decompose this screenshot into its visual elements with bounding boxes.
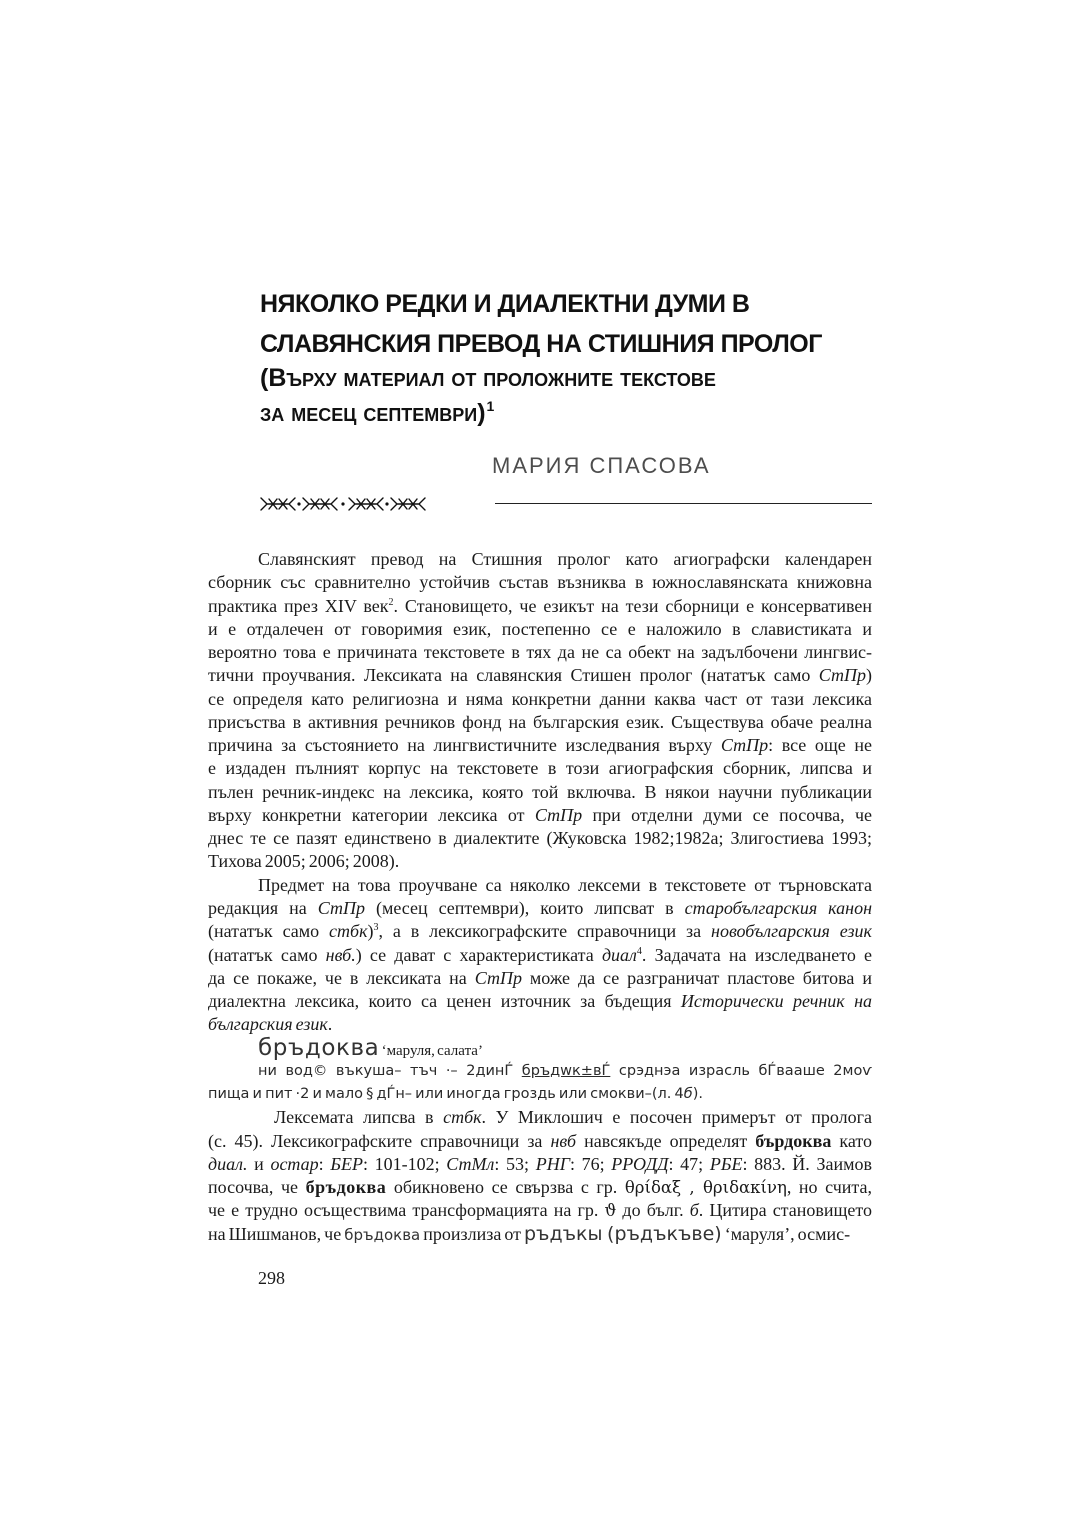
text-line (208, 990, 872, 1013)
slavonic-term: бръдоква (305, 1177, 387, 1198)
text-run: пълен речник-индекс на лексика, която той включва. В някои научни публикации (208, 781, 872, 802)
italic-run: СтПр (720, 735, 769, 756)
text-run: диалектна лексика, които са ценен източник за бъдещия (208, 991, 681, 1012)
headword-entry (208, 1034, 872, 1061)
text-line (208, 1106, 872, 1129)
text-run: . Цитира становището (698, 1200, 873, 1221)
text-run: се определя като религиозна и няма конкретни данни каква част от тази лексика (208, 688, 872, 709)
italic-run: б (683, 1086, 693, 1103)
italic-run: остар (270, 1153, 319, 1174)
text-run: ) (367, 921, 374, 942)
text-run: и (247, 1153, 271, 1174)
text-line (208, 897, 872, 920)
text-run: ). (692, 1086, 703, 1103)
text-line (208, 920, 872, 943)
greek-word: θρίδαξ , θριδακίνη (624, 1178, 787, 1198)
author-rule (495, 503, 872, 504)
text-line (208, 641, 872, 664)
italic-run: стбк (329, 921, 368, 942)
text-run: . Становището, че езикът на тези сборници е консервативен (393, 595, 872, 616)
paragraph-subject (208, 874, 872, 1037)
text-run: : 47; (668, 1153, 710, 1174)
italic-run: СтПр (818, 665, 866, 686)
subtitle-text: за месец септември) (260, 399, 486, 427)
text-line (208, 1034, 872, 1061)
italic-run: БЕР (330, 1153, 363, 1174)
text-run: редакция на (208, 897, 318, 918)
text-run: (нататък само (208, 921, 330, 942)
gloss: ‘маруля, салата’ (379, 1042, 483, 1059)
text-run: : 76; (569, 1153, 612, 1174)
text-line (208, 595, 872, 618)
text-run: (с. 45). Лексикографските справочници за (208, 1130, 551, 1151)
text-run: , а в лексикографските справочници за (378, 921, 712, 942)
text-run: при отделни думи се посочва, че (582, 804, 872, 825)
text-line (208, 874, 872, 897)
text-run: присъства в активния речников фонд на българския език. Съществува обаче реална (208, 711, 872, 732)
italic-run: диал (601, 944, 637, 965)
text-run: (нататък само (208, 944, 326, 965)
paragraph-etymology (208, 1106, 872, 1246)
text-run: сборник със сравнително устойчив състав възниква в южнославянската книжовна (208, 572, 872, 593)
text-run: е издаден пълният корпус на текстовете в този агиографския сборник, липсва и (208, 758, 872, 779)
text-line (208, 734, 872, 757)
text-run: като (831, 1130, 872, 1151)
text-line (208, 1153, 872, 1176)
title-line-2: СЛАВЯНСКИЯ ПРЕВОД НА СТИШНИЯ ПРОЛОГ (260, 330, 822, 358)
italic-run: РНГ (535, 1153, 570, 1174)
text-run: че е трудно осъществима трансформацията на гр. (208, 1200, 605, 1221)
text-run: . Задачата на изследването е (641, 944, 873, 965)
text-line (208, 967, 872, 990)
text-line (208, 1130, 872, 1153)
text-run: до бълг. (616, 1200, 690, 1221)
text-run: Предмет на това проучване са няколко лексеми в текстовете от търновската (258, 874, 872, 895)
text-line (208, 1013, 872, 1036)
text-run: и е отдалечен от говоримия език, постепенно се е наложило в славистиката и (208, 618, 872, 639)
page-number: 298 (258, 1268, 285, 1288)
text-run: , но счита, (786, 1177, 873, 1198)
text-run: вероятно това е причината текстовете в тях да не са обект на задълбочени лингвис- (208, 642, 872, 663)
italic-run: нвб. (325, 944, 356, 965)
text-line (208, 571, 872, 594)
ornament-motif (349, 498, 383, 510)
greek-word: ϑ (604, 1201, 617, 1221)
footnote-reference: 2 (388, 596, 394, 608)
text-run: : 101-102; (362, 1153, 447, 1174)
italic-run: СтМл (446, 1153, 495, 1174)
paragraph-intro (208, 548, 872, 874)
decorative-ornament (260, 493, 426, 515)
text-run: обикновено се свързва с гр. (386, 1177, 625, 1198)
text-run: : (318, 1153, 331, 1174)
italic-run: нвб (550, 1130, 577, 1151)
text-line (208, 827, 872, 850)
italic-run: РРОДД (611, 1153, 669, 1174)
italic-run: СтПр (317, 897, 366, 918)
text-run: днес те се пазят единствено в диалектите (Жуковска 1982;1982а; Злигостиева 1993; (208, 828, 872, 849)
text-line (208, 1083, 872, 1106)
text-run: ‘маруля’, осмис- (721, 1223, 851, 1244)
text-run: посочва, че (208, 1177, 306, 1198)
italic-run: б (689, 1200, 699, 1221)
headword: бръдоква (258, 1034, 380, 1061)
text-run: ) (866, 665, 872, 686)
text-line (208, 1199, 872, 1222)
subtitle-line-2 (260, 398, 495, 427)
italic-run: СтПр (534, 804, 583, 825)
subtitle-line-1: (Върху материал от проложните текстове (260, 364, 716, 392)
text-run: Лексемата липсва в (274, 1107, 444, 1128)
text-line (208, 1176, 872, 1199)
italic-run: българския език (208, 1014, 328, 1035)
ornament-dot (341, 502, 344, 505)
text-run: практика през XIV век (208, 595, 389, 616)
text-run: ни вод© въкуша– тъч ·– 2динЃ (258, 1062, 522, 1079)
text-line (208, 850, 872, 873)
text-run: : все още не (768, 735, 872, 756)
article-body (208, 548, 872, 1246)
bold-term: бърдоква (755, 1130, 832, 1151)
italic-run: диал. (208, 1153, 248, 1174)
text-line (208, 944, 872, 967)
ornament-dot (385, 502, 388, 505)
text-run: може да се разграничат пластове битова и (521, 967, 872, 988)
slavonic-term: бръдоква (344, 1225, 421, 1244)
italic-run: старобългарския канон (684, 897, 873, 918)
text-line (208, 548, 872, 571)
text-line (208, 804, 872, 827)
text-line (208, 781, 872, 804)
text-run: : 883. Й. Заимов (742, 1153, 872, 1174)
text-run: произлиза от (420, 1223, 524, 1244)
text-line (208, 688, 872, 711)
ornament-motif (261, 498, 295, 510)
italic-run: РБЕ (709, 1153, 743, 1174)
text-run: на Шишманов, че (208, 1223, 345, 1244)
italic-run: новобългарския език (711, 921, 872, 942)
text-run: ) се дават с характеристиката (355, 944, 602, 965)
text-line (208, 1060, 872, 1083)
title-line-1: НЯКОЛКО РЕДКИ И ДИАЛЕКТНИ ДУМИ В (260, 290, 750, 318)
author-name: МАРИЯ СПАСОВА (492, 453, 711, 478)
text-line (208, 618, 872, 641)
text-run: : 53; (494, 1153, 536, 1174)
text-run: . У Миклошич е посочен примерът от пролога (481, 1107, 872, 1128)
underlined-word: бръдwк±вЃ (521, 1062, 611, 1079)
text-run: . (327, 1014, 333, 1035)
text-run: (месец септември), които липсват в (365, 897, 685, 918)
text-run: Славянският превод на Стишния пролог като агиографски календарен (258, 549, 872, 569)
text-run: пища и пит ·2 и мало § дЃн– или иногда гроздь или смокви–(л. 4 (208, 1086, 684, 1103)
text-run: тични проучвания. Лексиката на славянския Стишен пролог (нататък само (208, 665, 819, 686)
footnote-reference: 3 (373, 922, 379, 934)
italic-run: стбк (443, 1107, 482, 1128)
text-run: върху конкретни категории лексика от (208, 804, 535, 825)
text-run: Тихова 2005; 2006; 2008). (208, 851, 400, 872)
text-line (208, 711, 872, 734)
text-line (208, 757, 872, 780)
text-run: навсякъде определят (576, 1130, 756, 1151)
ornament-motif (391, 498, 425, 510)
text-line (208, 664, 872, 687)
footnote-reference: 1 (486, 398, 495, 414)
text-run: срэднэа израсль бЃвааше 2моѵ (610, 1062, 872, 1079)
text-run: да се покаже, че в лексиката на (208, 967, 475, 988)
text-line (208, 1223, 872, 1246)
text-run: причина за състоянието на лингвистичните изследвания върху (208, 735, 721, 756)
ornament-dot (297, 502, 300, 505)
footnote-reference: 4 (636, 945, 642, 957)
italic-run: Исторически речник на (680, 991, 873, 1012)
italic-run: СтПр (474, 967, 522, 988)
ornament-motif (303, 498, 337, 510)
source-quotation (208, 1060, 872, 1107)
slavonic-term: ръдъкы (ръдъкъве) (523, 1222, 722, 1245)
